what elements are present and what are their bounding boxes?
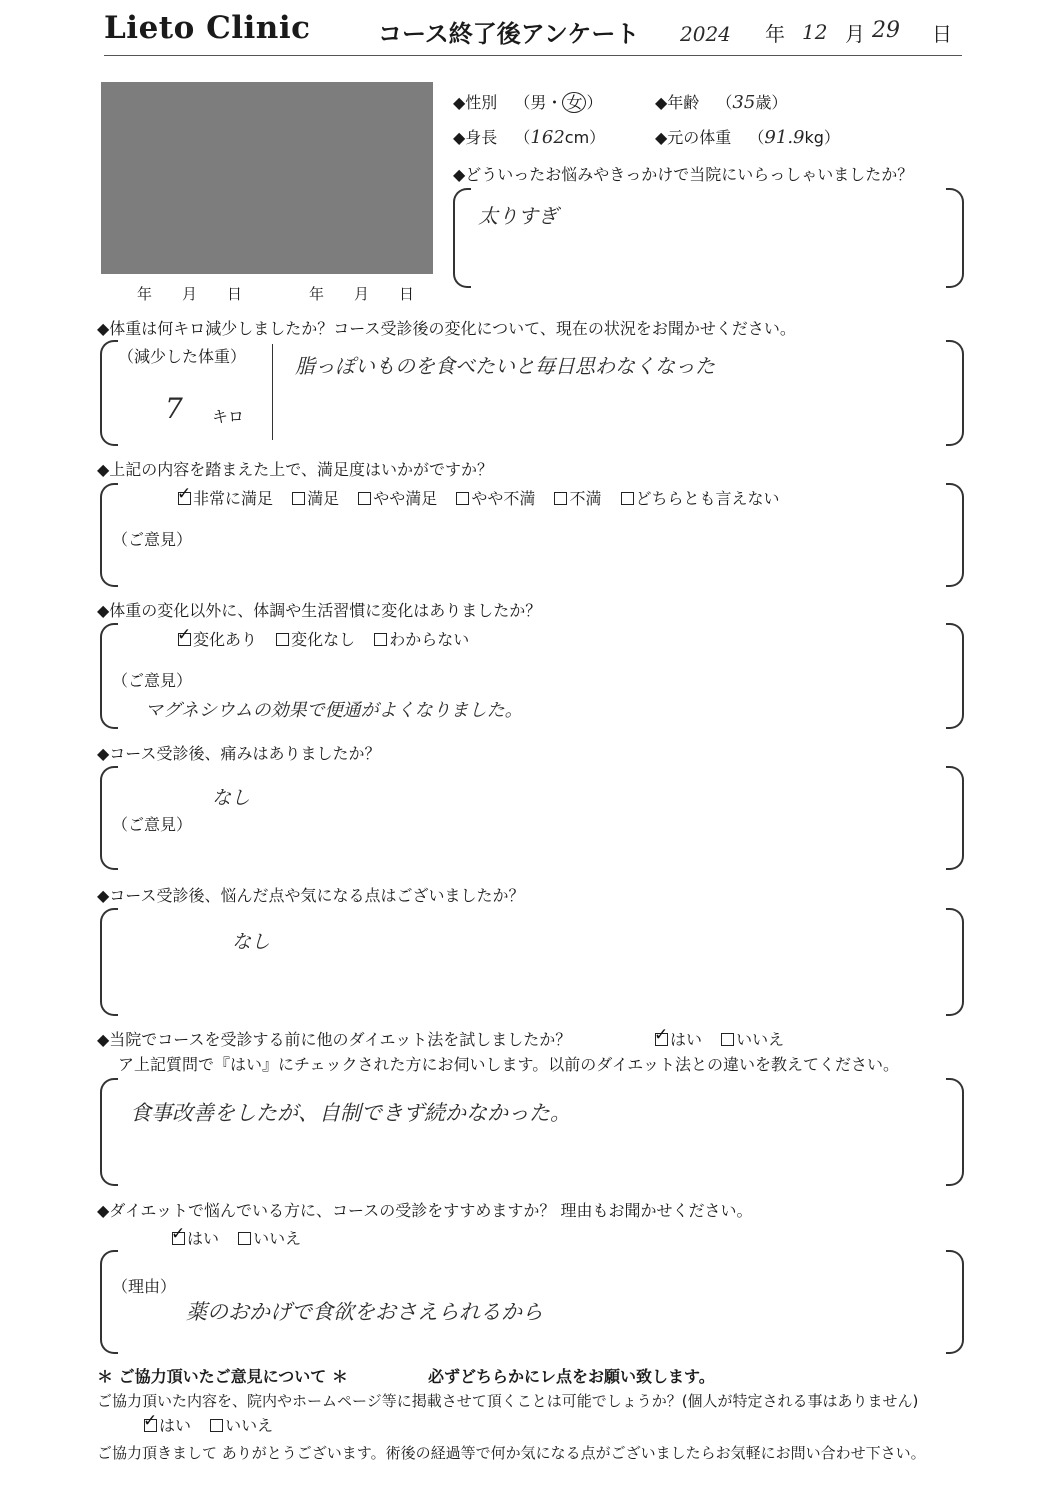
lifestyle-option[interactable]: 変化なし (276, 630, 355, 649)
pain-answer: なし (212, 787, 251, 809)
checkbox-checked-icon[interactable] (178, 492, 191, 505)
lifestyle-option[interactable]: わからない (374, 630, 469, 649)
weight-question: ◆体重は何キロ減少しましたか？コース受診後の変化について、現在の状況をお聞かせください。 (97, 319, 796, 338)
satisfaction-comment-label: （ご意見） (112, 530, 193, 549)
recommend-question: ◆ダイエットで悩んでいる方に、コースの受診をすすめますか？ 理由もお聞かせください。 (97, 1201, 753, 1220)
other-diet-yes[interactable]: ✓ はい (655, 1030, 702, 1049)
checkbox-icon[interactable] (276, 633, 289, 646)
date-month: 12 (802, 20, 828, 44)
weight-divider (272, 344, 273, 440)
weight-bracket-left (100, 340, 118, 446)
other-diet-options (655, 1027, 784, 1050)
other-diet-answer: 食事改善をしたが、自制できず続かなかった。 (130, 1101, 571, 1125)
satisfaction-options (178, 486, 794, 509)
checkbox-icon[interactable] (554, 492, 567, 505)
reason-answer: 太りすぎ (478, 204, 558, 228)
other-diet-bracket-left (100, 1078, 118, 1186)
satisfaction-option[interactable]: ✓非常に満足 (178, 489, 273, 508)
lifestyle-answer: マグネシウムの効果で便通がよくなりました。 (145, 700, 523, 721)
consent-notice: 必ずどちらかにレ点をお願い致します。 (428, 1367, 715, 1386)
weight-lost-value: 7 (165, 392, 183, 425)
age-field: ◆年齢 （35歳） (655, 92, 788, 113)
pain-question: ◆コース受診後、痛みはありましたか？ (97, 744, 381, 763)
checkbox-icon[interactable] (374, 633, 387, 646)
checkbox-icon[interactable] (456, 492, 469, 505)
checkbox-checked-icon[interactable] (655, 1033, 668, 1046)
satisfaction-option[interactable]: やや不満 (456, 489, 535, 508)
satisfaction-bracket-right (946, 483, 964, 587)
other-diet-bracket-right (946, 1078, 964, 1186)
date-month-suffix: 月 (845, 22, 865, 46)
consent-question: ご協力頂いた内容を、院内やホームページ等に掲載させて頂くことは可能でしょうか？(個人が特定される事はありません) (97, 1392, 919, 1410)
satisfaction-option[interactable]: やや満足 (358, 489, 437, 508)
consent-heading: ＊ ご協力頂いたご意見について ＊ (97, 1367, 348, 1386)
reason-question: ◆どういったお悩みやきっかけで当院にいらっしゃいましたか？ (453, 165, 914, 184)
lifestyle-option[interactable]: ✓変化あり (178, 630, 257, 649)
before-after-photo (101, 82, 433, 274)
checkbox-icon[interactable] (238, 1232, 251, 1245)
concern-question: ◆コース受診後、悩んだ点や気になる点はございましたか？ (97, 886, 525, 905)
other-diet-followup: ア上記質問で『はい』にチェックされた方にお伺いします。以前のダイエット法との違いを教えてください。 (118, 1055, 899, 1074)
date-day-suffix: 日 (932, 22, 952, 46)
satisfaction-option[interactable]: どちらとも言えない (621, 489, 780, 508)
concern-bracket-left (100, 908, 118, 1016)
checkbox-icon[interactable] (210, 1419, 223, 1432)
checkbox-checked-icon[interactable] (144, 1419, 157, 1432)
gender-selected: 女 (562, 92, 586, 113)
checkbox-checked-icon[interactable] (172, 1232, 185, 1245)
pain-comment-label: （ご意見） (112, 815, 193, 834)
thanks-message: ご協力頂きまして ありがとうございます。術後の経過等で何か気になる点がございましたらお気軽にお問い合わせ下さい。 (97, 1444, 926, 1462)
checkbox-icon[interactable] (721, 1033, 734, 1046)
other-diet-question: ◆当院でコースを受診する前に他のダイエット法を試しましたか？ (97, 1030, 572, 1049)
recommend-options (172, 1226, 301, 1249)
concern-bracket-right (946, 908, 964, 1016)
date-year-suffix: 年 (765, 22, 785, 46)
lifestyle-comment-label: （ご意見） (112, 671, 193, 690)
lifestyle-bracket-right (946, 623, 964, 729)
weight-answer: 脂っぽいものを食べたいと毎日思わなくなった (295, 354, 715, 378)
weight-bracket-right (946, 340, 964, 446)
clinic-name: Lieto Clinic (104, 10, 311, 46)
recommend-bracket-right (946, 1250, 964, 1354)
satisfaction-option[interactable]: 満足 (292, 489, 339, 508)
header-rule (104, 55, 962, 56)
height-field: ◆身長 （162cm） (453, 127, 606, 148)
recommend-no[interactable]: いいえ (238, 1229, 301, 1248)
lifestyle-options (178, 627, 483, 650)
consent-no[interactable]: いいえ (210, 1416, 273, 1435)
weight-lost-unit: キロ (212, 407, 245, 426)
recommend-yes[interactable]: ✓はい (172, 1229, 219, 1248)
weight-lost-label: （減少した体重） (118, 347, 247, 366)
satisfaction-question: ◆上記の内容を踏まえた上で、満足度はいかがですか？ (97, 460, 493, 479)
reason-bracket-left (453, 188, 471, 288)
consent-yes[interactable]: ✓はい (144, 1416, 191, 1435)
checkbox-icon[interactable] (621, 492, 634, 505)
weight-field: ◆元の体重 （91.9kg） (655, 127, 840, 148)
checkbox-icon[interactable] (358, 492, 371, 505)
pain-bracket-right (946, 766, 964, 870)
lifestyle-question: ◆体重の変化以外に、体調や生活習慣に変化はありましたか？ (97, 601, 542, 620)
recommend-answer: 薬のおかげで食欲をおさえられるから (186, 1300, 543, 1324)
satisfaction-option[interactable]: 不満 (554, 489, 601, 508)
photo-date-right: 年 月 日 (309, 285, 415, 303)
consent-options (144, 1413, 273, 1436)
checkbox-checked-icon[interactable] (178, 633, 191, 646)
other-diet-no[interactable]: いいえ (721, 1030, 784, 1049)
recommend-reason-label: （理由） (112, 1277, 177, 1296)
survey-title: コース終了後アンケート (378, 20, 640, 48)
photo-date-left: 年 月 日 (137, 285, 243, 303)
recommend-bracket-left (100, 1250, 118, 1354)
reason-bracket-right (946, 188, 964, 288)
checkbox-icon[interactable] (292, 492, 305, 505)
gender-field: ◆性別 （男・ 女 ） (453, 93, 603, 112)
date-year: 2024 (680, 22, 731, 46)
date-day: 29 (872, 18, 900, 43)
concern-answer: なし (232, 931, 271, 953)
